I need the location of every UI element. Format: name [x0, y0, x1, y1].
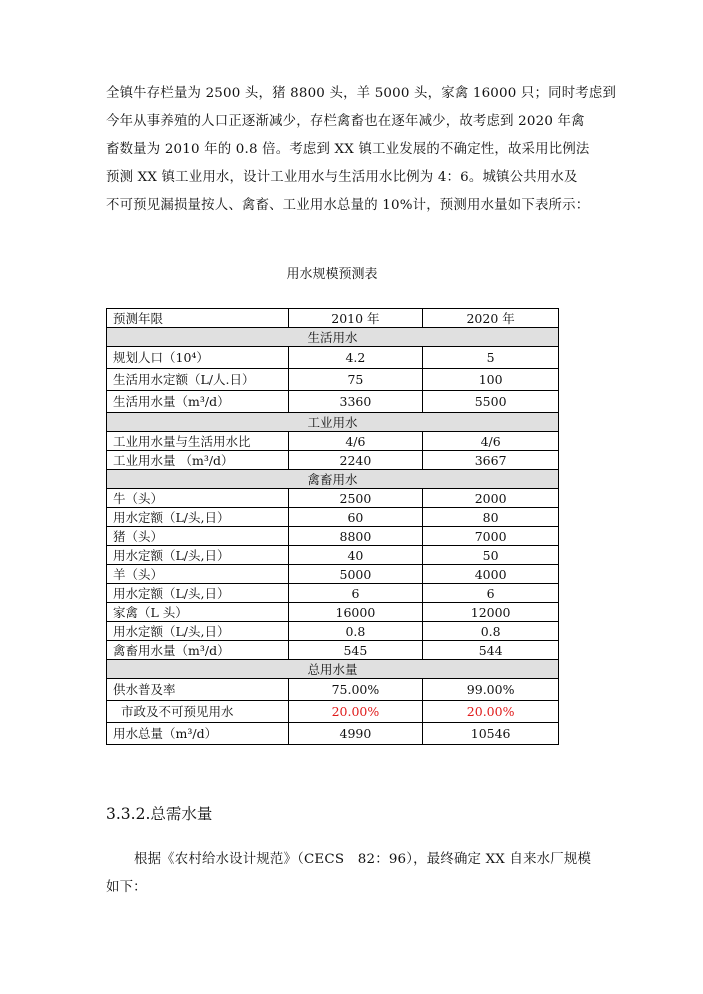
row-label: 用水定额（L/头,日） — [107, 584, 289, 603]
intro-paragraph — [106, 80, 617, 220]
table-header-row — [107, 309, 559, 328]
cell-2020: 6 — [423, 584, 559, 603]
table-row — [107, 679, 559, 701]
body-paragraph — [106, 846, 606, 902]
table-row — [107, 565, 559, 584]
cell-2010: 545 — [288, 641, 423, 660]
section-heading: 3.3.2.总需水量 — [106, 805, 213, 823]
cell-2020: 10546 — [423, 723, 559, 745]
section-label: 生活用水 — [107, 328, 559, 347]
cell-2020: 99.00% — [423, 679, 559, 701]
table-row — [107, 584, 559, 603]
intro-line: 预测 XX 镇工业用水，设计工业用水与生活用水比例为 4：6。城镇公共用水及 — [106, 170, 578, 185]
row-label: 生活用水量（m³/d） — [107, 391, 289, 413]
header-cell: 2010 年 — [288, 309, 423, 328]
section-label: 禽畜用水 — [107, 470, 559, 489]
section-row-domestic — [107, 328, 559, 347]
table-row — [107, 347, 559, 369]
para-line: 根据《农村给水设计规范》（CECS 82：96），最终确定 XX 自来水厂规模 — [134, 852, 592, 867]
intro-line: 今年从事养殖的人口正逐渐减少，存栏禽畜也在逐年减少，故考虑到 2020 年禽 — [106, 114, 585, 129]
cell-2010: 4990 — [288, 723, 423, 745]
section-row-industrial — [107, 413, 559, 432]
cell-2010: 0.8 — [288, 622, 423, 641]
table-row — [107, 369, 559, 391]
header-cell: 预测年限 — [107, 309, 289, 328]
cell-2020: 7000 — [423, 527, 559, 546]
row-label: 工业用水量 （m³/d） — [107, 451, 289, 470]
cell-2010: 75.00% — [288, 679, 423, 701]
table-row — [107, 546, 559, 565]
row-label: 用水定额（L/头,日） — [107, 508, 289, 527]
table-row — [107, 701, 559, 723]
cell-2020-highlight: 20.00% — [423, 701, 559, 723]
cell-2020: 100 — [423, 369, 559, 391]
row-label: 猪（头） — [107, 527, 289, 546]
cell-2010: 60 — [288, 508, 423, 527]
cell-2020: 50 — [423, 546, 559, 565]
cell-2010-highlight: 20.00% — [288, 701, 423, 723]
header-cell: 2020 年 — [423, 309, 559, 328]
cell-2010: 3360 — [288, 391, 423, 413]
cell-2010: 16000 — [288, 603, 423, 622]
cell-2020: 4/6 — [423, 432, 559, 451]
table-row — [107, 508, 559, 527]
cell-2020: 80 — [423, 508, 559, 527]
row-label: 禽畜用水量（m³/d） — [107, 641, 289, 660]
cell-2020: 544 — [423, 641, 559, 660]
row-label: 家禽（L 头） — [107, 603, 289, 622]
row-label: 用水总量（m³/d） — [107, 723, 289, 745]
cell-2010: 75 — [288, 369, 423, 391]
table-row — [107, 622, 559, 641]
row-label: 用水定额（L/头,日） — [107, 622, 289, 641]
cell-2010: 6 — [288, 584, 423, 603]
table-row — [107, 527, 559, 546]
table-row — [107, 451, 559, 470]
row-label: 羊（头） — [107, 565, 289, 584]
section-row-total — [107, 660, 559, 679]
row-label: 工业用水量与生活用水比 — [107, 432, 289, 451]
cell-2010: 8800 — [288, 527, 423, 546]
intro-line: 不可预见漏损量按人、禽畜、工业用水总量的 10%计，预测用水量如下表所示： — [106, 198, 590, 213]
cell-2020: 2000 — [423, 489, 559, 508]
water-demand-table — [106, 308, 559, 745]
table-row — [107, 641, 559, 660]
cell-2010: 2500 — [288, 489, 423, 508]
cell-2010: 40 — [288, 546, 423, 565]
table-row — [107, 432, 559, 451]
table-row — [107, 603, 559, 622]
table-row — [107, 723, 559, 745]
cell-2010: 5000 — [288, 565, 423, 584]
section-label: 工业用水 — [107, 413, 559, 432]
intro-line: 畜数量为 2010 年的 0.8 倍。考虑到 XX 镇工业发展的不确定性，故采用比例法 — [106, 142, 590, 157]
section-label: 总用水量 — [107, 660, 559, 679]
row-label: 用水定额（L/头,日） — [107, 546, 289, 565]
row-label: 生活用水定额（L/人.日） — [107, 369, 289, 391]
cell-2010: 4/6 — [288, 432, 423, 451]
cell-2020: 12000 — [423, 603, 559, 622]
cell-2020: 5 — [423, 347, 559, 369]
cell-2010: 4.2 — [288, 347, 423, 369]
table-row — [107, 489, 559, 508]
table-title: 用水规模预测表 — [286, 267, 378, 282]
table-row — [107, 391, 559, 413]
row-label: 供水普及率 — [107, 679, 289, 701]
cell-2010: 2240 — [288, 451, 423, 470]
row-label: 规划人口（10⁴） — [107, 347, 289, 369]
intro-line: 全镇牛存栏量为 2500 头，猪 8800 头，羊 5000 头，家禽 16000 只；同时考虑到 — [106, 86, 617, 101]
row-label: 牛（头） — [107, 489, 289, 508]
cell-2020: 0.8 — [423, 622, 559, 641]
cell-2020: 3667 — [423, 451, 559, 470]
cell-2020: 4000 — [423, 565, 559, 584]
cell-2020: 5500 — [423, 391, 559, 413]
row-label: 市政及不可预见用水 — [107, 701, 289, 723]
para-line: 如下： — [106, 880, 147, 895]
section-row-livestock — [107, 470, 559, 489]
